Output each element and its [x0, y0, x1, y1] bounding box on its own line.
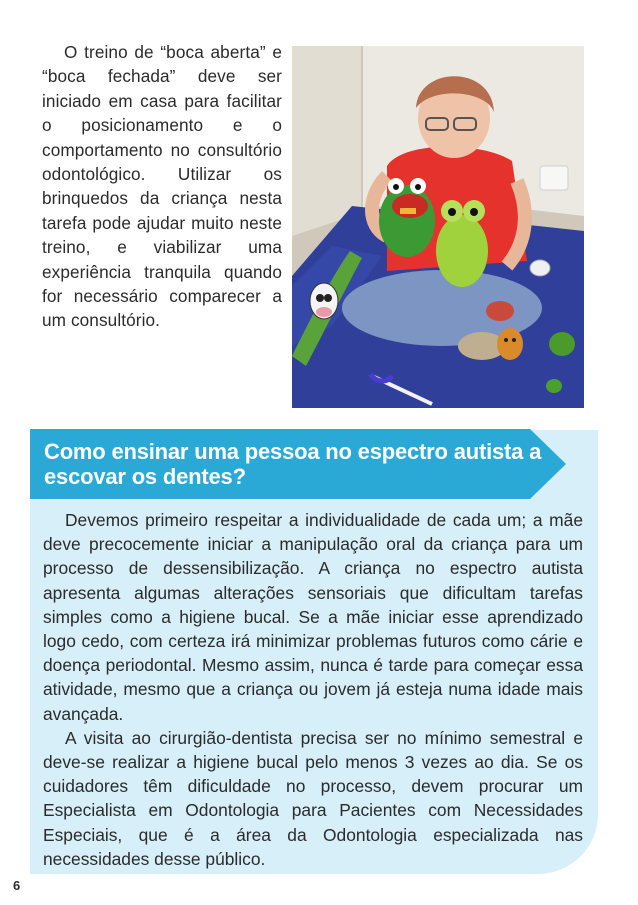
section-heading: Como ensinar uma pessoa no espectro autista a escovar os dentes?: [44, 439, 542, 489]
intro-text: [42, 40, 282, 333]
page-number: 6: [13, 878, 21, 893]
photo-woman-with-toys: [292, 46, 584, 408]
body-paragraph-2: A visita ao cirurgião-dentista precisa ser no mínimo semestral e deve-se realizar a higiene bucal pelo menos 3 vezes ao dia. Se os cuidadores têm dificuldade no processo, devem procurar um Especialista em Odontologia para Pacientes com Necessidades Especiais, que é a área da Odontologia especializada nas necessidades desse público.: [43, 727, 583, 869]
intro-paragraph: O treino de “boca aberta” e “boca fechada” deve ser iniciado em casa para facilitar o posicionamento e o comportamento no consultório odontológico. Utilizar os brinquedos da criança nesta tarefa pode ajudar muito neste treino, e viabilizar uma experiência tranquila quando for necessário comparecer a um consultório.: [42, 42, 282, 331]
section-body: [43, 508, 583, 871]
section-heading-bar: [30, 429, 566, 499]
body-paragraph-1: Devemos primeiro respeitar a individualidade de cada um; a mãe deve precocemente iniciar a manipulação oral da criança para um processo de dessensibilização. A criança no espectro autista apresenta algumas alterações sensoriais que dificultam tarefas simples como a higiene bucal. Se a mãe iniciar esse aprendizado logo cedo, com certeza irá minimizar problemas futuros como cárie e doença periodontal. Mesmo assim, nunca é tarde para começar essa atividade, mesmo que a criança ou jovem já esteja numa idade mais avançada.: [43, 510, 583, 724]
